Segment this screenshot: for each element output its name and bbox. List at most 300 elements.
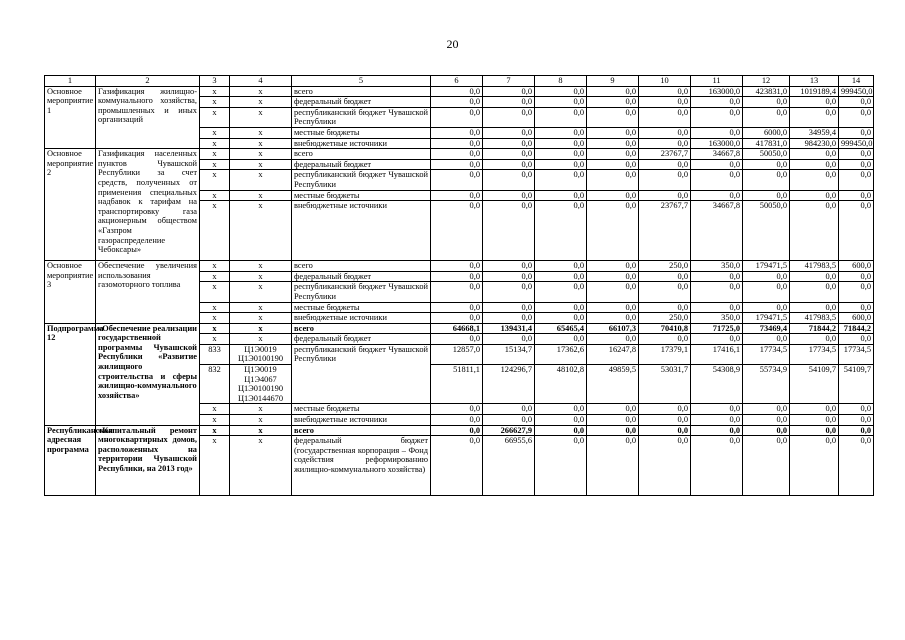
program-type-cell: Основное мероприятие 2	[45, 149, 96, 261]
value-cell: 179471,5	[743, 261, 790, 272]
value-cell: 0,0	[691, 271, 743, 282]
value-cell: 49859,5	[587, 365, 639, 404]
value-cell: 350,0	[691, 261, 743, 272]
value-cell: 0,0	[639, 127, 691, 138]
source-cell: всего	[292, 425, 431, 436]
value-cell: 0,0	[790, 302, 839, 313]
value-cell: 0,0	[639, 271, 691, 282]
code-cell: 832	[200, 365, 230, 404]
value-cell: 17734,5	[743, 344, 790, 364]
value-cell: 0,0	[691, 436, 743, 496]
value-cell: 124296,7	[483, 365, 535, 404]
value-cell: 0,0	[535, 138, 587, 149]
source-cell: республиканский бюджет Чувашской Республики	[292, 107, 431, 127]
value-cell: 0,0	[839, 436, 874, 496]
code-cell: x	[200, 261, 230, 272]
value-cell: 0,0	[691, 404, 743, 415]
value-cell: 34959,4	[790, 127, 839, 138]
program-type-cell: Основное мероприятие 1	[45, 86, 96, 149]
value-cell: 250,0	[639, 261, 691, 272]
value-cell: 0,0	[535, 190, 587, 201]
source-cell: местные бюджеты	[292, 302, 431, 313]
value-cell: 0,0	[535, 127, 587, 138]
value-cell: 54109,7	[839, 365, 874, 404]
value-cell: 66955,6	[483, 436, 535, 496]
value-cell: 73469,4	[743, 323, 790, 334]
value-cell: 0,0	[639, 86, 691, 97]
value-cell: 0,0	[431, 302, 483, 313]
column-number-cell: 9	[587, 76, 639, 87]
column-number-cell: 12	[743, 76, 790, 87]
value-cell: 0,0	[839, 97, 874, 108]
value-cell: 0,0	[587, 313, 639, 324]
value-cell: 0,0	[743, 415, 790, 426]
classifier-cell: x	[230, 190, 292, 201]
value-cell: 0,0	[431, 271, 483, 282]
classifier-cell: x	[230, 97, 292, 108]
value-cell: 0,0	[743, 190, 790, 201]
value-cell: 0,0	[790, 425, 839, 436]
source-cell: федеральный бюджет	[292, 334, 431, 345]
source-cell: федеральный бюджет	[292, 97, 431, 108]
value-cell: 163000,0	[691, 86, 743, 97]
value-cell: 12857,0	[431, 344, 483, 364]
value-cell: 0,0	[691, 190, 743, 201]
classifier-cell: x	[230, 302, 292, 313]
code-cell: x	[200, 302, 230, 313]
source-cell: местные бюджеты	[292, 190, 431, 201]
value-cell: 179471,5	[743, 313, 790, 324]
code-cell: x	[200, 425, 230, 436]
value-cell: 50050,0	[743, 149, 790, 160]
classifier-cell: x	[230, 334, 292, 345]
value-cell: 0,0	[790, 97, 839, 108]
value-cell: 0,0	[431, 282, 483, 302]
program-name-cell: «Капитальный ремонт многоквартирных домов, расположенных на территории Чувашской Республики, на 2013 год»	[96, 425, 200, 496]
code-cell: x	[200, 86, 230, 97]
value-cell: 6000,0	[743, 127, 790, 138]
value-cell: 0,0	[743, 436, 790, 496]
value-cell: 0,0	[535, 313, 587, 324]
value-cell: 417983,5	[790, 313, 839, 324]
value-cell: 0,0	[483, 201, 535, 261]
value-cell: 0,0	[483, 313, 535, 324]
value-cell: 0,0	[587, 201, 639, 261]
value-cell: 0,0	[691, 302, 743, 313]
column-number-cell: 4	[230, 76, 292, 87]
column-number-cell: 6	[431, 76, 483, 87]
value-cell: 0,0	[790, 170, 839, 190]
value-cell: 0,0	[535, 170, 587, 190]
code-cell: x	[200, 404, 230, 415]
value-cell: 0,0	[639, 97, 691, 108]
classifier-cell: x	[230, 149, 292, 160]
value-cell: 0,0	[587, 170, 639, 190]
value-cell: 0,0	[431, 127, 483, 138]
source-cell: республиканский бюджет Чувашской Республики	[292, 170, 431, 190]
value-cell: 0,0	[743, 170, 790, 190]
value-cell: 0,0	[839, 282, 874, 302]
value-cell: 999450,0	[839, 86, 874, 97]
column-number-cell: 14	[839, 76, 874, 87]
value-cell: 0,0	[587, 149, 639, 160]
value-cell: 0,0	[535, 282, 587, 302]
value-cell: 0,0	[535, 159, 587, 170]
value-cell: 17379,1	[639, 344, 691, 364]
classifier-cell: x	[230, 271, 292, 282]
classifier-cell: Ц1Э0019 Ц1Э0100190	[230, 344, 292, 364]
value-cell: 0,0	[587, 302, 639, 313]
code-cell: x	[200, 323, 230, 334]
value-cell: 600,0	[839, 313, 874, 324]
value-cell: 0,0	[431, 190, 483, 201]
value-cell: 0,0	[587, 86, 639, 97]
value-cell: 0,0	[790, 436, 839, 496]
program-name-cell: Газификация жилищно-коммунального хозяйства, промышленных и иных организаций	[96, 86, 200, 149]
value-cell: 984230,0	[790, 138, 839, 149]
source-cell: федеральный бюджет	[292, 159, 431, 170]
value-cell: 0,0	[639, 159, 691, 170]
value-cell: 0,0	[431, 261, 483, 272]
value-cell: 0,0	[639, 334, 691, 345]
value-cell: 0,0	[483, 97, 535, 108]
value-cell: 0,0	[431, 159, 483, 170]
value-cell: 0,0	[639, 436, 691, 496]
source-cell: всего	[292, 323, 431, 334]
table-row	[45, 149, 874, 160]
value-cell: 0,0	[483, 415, 535, 426]
value-cell: 0,0	[790, 334, 839, 345]
classifier-cell: x	[230, 107, 292, 127]
classifier-cell: x	[230, 436, 292, 496]
value-cell: 417831,0	[743, 138, 790, 149]
value-cell: 53031,7	[639, 365, 691, 404]
source-cell: местные бюджеты	[292, 404, 431, 415]
value-cell: 250,0	[639, 313, 691, 324]
code-cell: x	[200, 97, 230, 108]
value-cell: 0,0	[483, 190, 535, 201]
value-cell: 600,0	[839, 261, 874, 272]
program-type-cell: Основное мероприятие 3	[45, 261, 96, 324]
value-cell: 0,0	[691, 170, 743, 190]
code-cell: x	[200, 334, 230, 345]
program-name-cell: Газификация населенных пунктов Чувашской Республики за счет средств, полученных от применения специальных надбавок к тарифам на транспортировку газа акционерным обществом «Газпром газораспределение Чебоксары»	[96, 149, 200, 261]
value-cell: 0,0	[743, 271, 790, 282]
value-cell: 54109,7	[790, 365, 839, 404]
table-row	[45, 425, 874, 436]
column-number-cell: 7	[483, 76, 535, 87]
code-cell: x	[200, 415, 230, 426]
value-cell: 0,0	[839, 159, 874, 170]
value-cell: 54308,9	[691, 365, 743, 404]
value-cell: 0,0	[639, 190, 691, 201]
value-cell: 66107,3	[587, 323, 639, 334]
table-row	[45, 86, 874, 97]
page-number: 20	[446, 37, 459, 51]
classifier-cell: x	[230, 201, 292, 261]
value-cell: 70410,8	[639, 323, 691, 334]
code-cell: x	[200, 313, 230, 324]
value-cell: 0,0	[535, 425, 587, 436]
value-cell: 0,0	[691, 425, 743, 436]
value-cell: 0,0	[790, 149, 839, 160]
value-cell: 0,0	[483, 107, 535, 127]
value-cell: 0,0	[790, 282, 839, 302]
value-cell: 0,0	[483, 302, 535, 313]
value-cell: 0,0	[587, 425, 639, 436]
classifier-cell: x	[230, 313, 292, 324]
program-type-cell: Подпрограмма 12	[45, 323, 96, 425]
value-cell: 0,0	[839, 127, 874, 138]
value-cell: 48102,8	[535, 365, 587, 404]
value-cell: 0,0	[431, 201, 483, 261]
value-cell: 0,0	[743, 425, 790, 436]
value-cell: 0,0	[587, 97, 639, 108]
value-cell: 0,0	[639, 302, 691, 313]
classifier-cell: x	[230, 282, 292, 302]
code-cell: x	[200, 107, 230, 127]
column-number-cell: 8	[535, 76, 587, 87]
value-cell: 0,0	[839, 170, 874, 190]
value-cell: 0,0	[535, 149, 587, 160]
program-name-cell: Обеспечение увеличения использования газомоторного топлива	[96, 261, 200, 324]
table-row	[45, 261, 874, 272]
program-name-cell: «Обеспечение реализации государственной программы Чувашской Республики «Развитие жилищного строительства и сферы жилищно-коммунального хозяйства»	[96, 323, 200, 425]
source-cell: внебюджетные источники	[292, 415, 431, 426]
source-cell: всего	[292, 86, 431, 97]
value-cell: 0,0	[639, 282, 691, 302]
budget-table	[44, 75, 874, 496]
value-cell: 0,0	[483, 86, 535, 97]
source-cell: внебюджетные источники	[292, 138, 431, 149]
value-cell: 0,0	[587, 107, 639, 127]
value-cell: 71844,2	[790, 323, 839, 334]
value-cell: 50050,0	[743, 201, 790, 261]
value-cell: 0,0	[839, 149, 874, 160]
value-cell: 0,0	[691, 415, 743, 426]
code-cell: x	[200, 138, 230, 149]
value-cell: 65465,4	[535, 323, 587, 334]
classifier-cell: x	[230, 138, 292, 149]
value-cell: 64668,1	[431, 323, 483, 334]
value-cell: 0,0	[535, 271, 587, 282]
value-cell: 0,0	[431, 425, 483, 436]
value-cell: 15134,7	[483, 344, 535, 364]
value-cell: 0,0	[431, 149, 483, 160]
value-cell: 0,0	[483, 170, 535, 190]
source-cell: внебюджетные источники	[292, 313, 431, 324]
value-cell: 0,0	[587, 334, 639, 345]
value-cell: 0,0	[587, 404, 639, 415]
column-number-cell: 10	[639, 76, 691, 87]
value-cell: 71844,2	[839, 323, 874, 334]
column-number-cell: 11	[691, 76, 743, 87]
value-cell: 17734,5	[839, 344, 874, 364]
value-cell: 0,0	[839, 201, 874, 261]
value-cell: 0,0	[743, 97, 790, 108]
value-cell: 0,0	[431, 334, 483, 345]
value-cell: 0,0	[790, 159, 839, 170]
value-cell: 0,0	[639, 425, 691, 436]
value-cell: 0,0	[743, 159, 790, 170]
value-cell: 0,0	[639, 404, 691, 415]
classifier-cell: x	[230, 415, 292, 426]
value-cell: 0,0	[431, 436, 483, 496]
classifier-cell: x	[230, 127, 292, 138]
value-cell: 999450,0	[839, 138, 874, 149]
value-cell: 350,0	[691, 313, 743, 324]
code-cell: x	[200, 436, 230, 496]
value-cell: 139431,4	[483, 323, 535, 334]
value-cell: 0,0	[639, 138, 691, 149]
column-number-cell: 5	[292, 76, 431, 87]
value-cell: 0,0	[839, 404, 874, 415]
value-cell: 0,0	[743, 404, 790, 415]
value-cell: 0,0	[790, 404, 839, 415]
value-cell: 0,0	[587, 271, 639, 282]
value-cell: 0,0	[587, 127, 639, 138]
value-cell: 0,0	[483, 282, 535, 302]
value-cell: 0,0	[483, 127, 535, 138]
value-cell: 0,0	[483, 149, 535, 160]
source-cell: республиканский бюджет Чувашской Республики	[292, 282, 431, 302]
code-cell: x	[200, 159, 230, 170]
value-cell: 0,0	[743, 334, 790, 345]
value-cell: 55734,9	[743, 365, 790, 404]
source-cell: федеральный бюджет (государственная корпорация – Фонд содействия реформированию жилищно-коммунального хозяйства)	[292, 436, 431, 496]
code-cell: x	[200, 201, 230, 261]
value-cell: 0,0	[639, 415, 691, 426]
source-cell: республиканский бюджет Чувашской Республики	[292, 344, 431, 404]
value-cell: 0,0	[587, 282, 639, 302]
value-cell: 0,0	[839, 107, 874, 127]
classifier-cell: x	[230, 404, 292, 415]
value-cell: 0,0	[535, 415, 587, 426]
value-cell: 0,0	[483, 138, 535, 149]
code-cell: x	[200, 170, 230, 190]
value-cell: 163000,0	[691, 138, 743, 149]
value-cell: 0,0	[431, 415, 483, 426]
value-cell: 0,0	[483, 159, 535, 170]
code-cell: x	[200, 282, 230, 302]
value-cell: 0,0	[535, 97, 587, 108]
value-cell: 0,0	[691, 127, 743, 138]
source-cell: всего	[292, 149, 431, 160]
value-cell: 266627,9	[483, 425, 535, 436]
value-cell: 23767,7	[639, 201, 691, 261]
value-cell: 17416,1	[691, 344, 743, 364]
value-cell: 0,0	[790, 271, 839, 282]
table-row	[45, 323, 874, 334]
value-cell: 0,0	[535, 86, 587, 97]
source-cell: местные бюджеты	[292, 127, 431, 138]
source-cell: федеральный бюджет	[292, 271, 431, 282]
value-cell: 0,0	[483, 404, 535, 415]
value-cell: 0,0	[587, 190, 639, 201]
value-cell: 0,0	[431, 97, 483, 108]
value-cell: 0,0	[535, 201, 587, 261]
value-cell: 0,0	[839, 415, 874, 426]
program-type-cell: Республиканская адресная программа	[45, 425, 96, 496]
code-cell: 833	[200, 344, 230, 364]
value-cell: 0,0	[587, 138, 639, 149]
value-cell: 0,0	[743, 302, 790, 313]
value-cell: 0,0	[691, 97, 743, 108]
value-cell: 0,0	[790, 107, 839, 127]
value-cell: 0,0	[587, 159, 639, 170]
value-cell: 0,0	[483, 271, 535, 282]
value-cell: 23767,7	[639, 149, 691, 160]
value-cell: 0,0	[790, 190, 839, 201]
value-cell: 0,0	[839, 302, 874, 313]
value-cell: 417983,5	[790, 261, 839, 272]
code-cell: x	[200, 127, 230, 138]
code-cell: x	[200, 190, 230, 201]
source-cell: всего	[292, 261, 431, 272]
value-cell: 0,0	[431, 86, 483, 97]
value-cell: 0,0	[743, 107, 790, 127]
value-cell: 0,0	[587, 436, 639, 496]
value-cell: 17734,5	[790, 344, 839, 364]
value-cell: 1019189,4	[790, 86, 839, 97]
value-cell: 0,0	[587, 415, 639, 426]
classifier-cell: x	[230, 170, 292, 190]
value-cell: 0,0	[535, 436, 587, 496]
value-cell: 0,0	[587, 261, 639, 272]
value-cell: 0,0	[743, 282, 790, 302]
value-cell: 34667,8	[691, 201, 743, 261]
value-cell: 16247,8	[587, 344, 639, 364]
value-cell: 0,0	[691, 159, 743, 170]
code-cell: x	[200, 149, 230, 160]
value-cell: 0,0	[483, 261, 535, 272]
column-number-cell: 3	[200, 76, 230, 87]
source-cell: внебюджетные источники	[292, 201, 431, 261]
value-cell: 0,0	[431, 138, 483, 149]
column-number-cell: 1	[45, 76, 96, 87]
value-cell: 0,0	[431, 107, 483, 127]
value-cell: 0,0	[691, 107, 743, 127]
value-cell: 0,0	[691, 282, 743, 302]
value-cell: 0,0	[839, 334, 874, 345]
value-cell: 0,0	[839, 271, 874, 282]
code-cell: x	[200, 271, 230, 282]
value-cell: 0,0	[790, 415, 839, 426]
value-cell: 0,0	[790, 201, 839, 261]
value-cell: 0,0	[535, 261, 587, 272]
classifier-cell: Ц1Э0019 Ц1Э4067 Ц1Э0100190 Ц1Э0144670	[230, 365, 292, 404]
value-cell: 0,0	[431, 404, 483, 415]
value-cell: 51811,1	[431, 365, 483, 404]
classifier-cell: x	[230, 159, 292, 170]
value-cell: 34667,8	[691, 149, 743, 160]
value-cell: 0,0	[535, 334, 587, 345]
value-cell: 0,0	[639, 107, 691, 127]
value-cell: 0,0	[839, 190, 874, 201]
value-cell: 17362,6	[535, 344, 587, 364]
value-cell: 0,0	[483, 334, 535, 345]
column-number-cell: 2	[96, 76, 200, 87]
column-number-cell: 13	[790, 76, 839, 87]
value-cell: 0,0	[431, 170, 483, 190]
value-cell: 423831,0	[743, 86, 790, 97]
value-cell: 0,0	[691, 334, 743, 345]
value-cell: 0,0	[535, 404, 587, 415]
value-cell: 0,0	[535, 302, 587, 313]
value-cell: 0,0	[431, 313, 483, 324]
header-row	[45, 76, 874, 87]
classifier-cell: x	[230, 86, 292, 97]
